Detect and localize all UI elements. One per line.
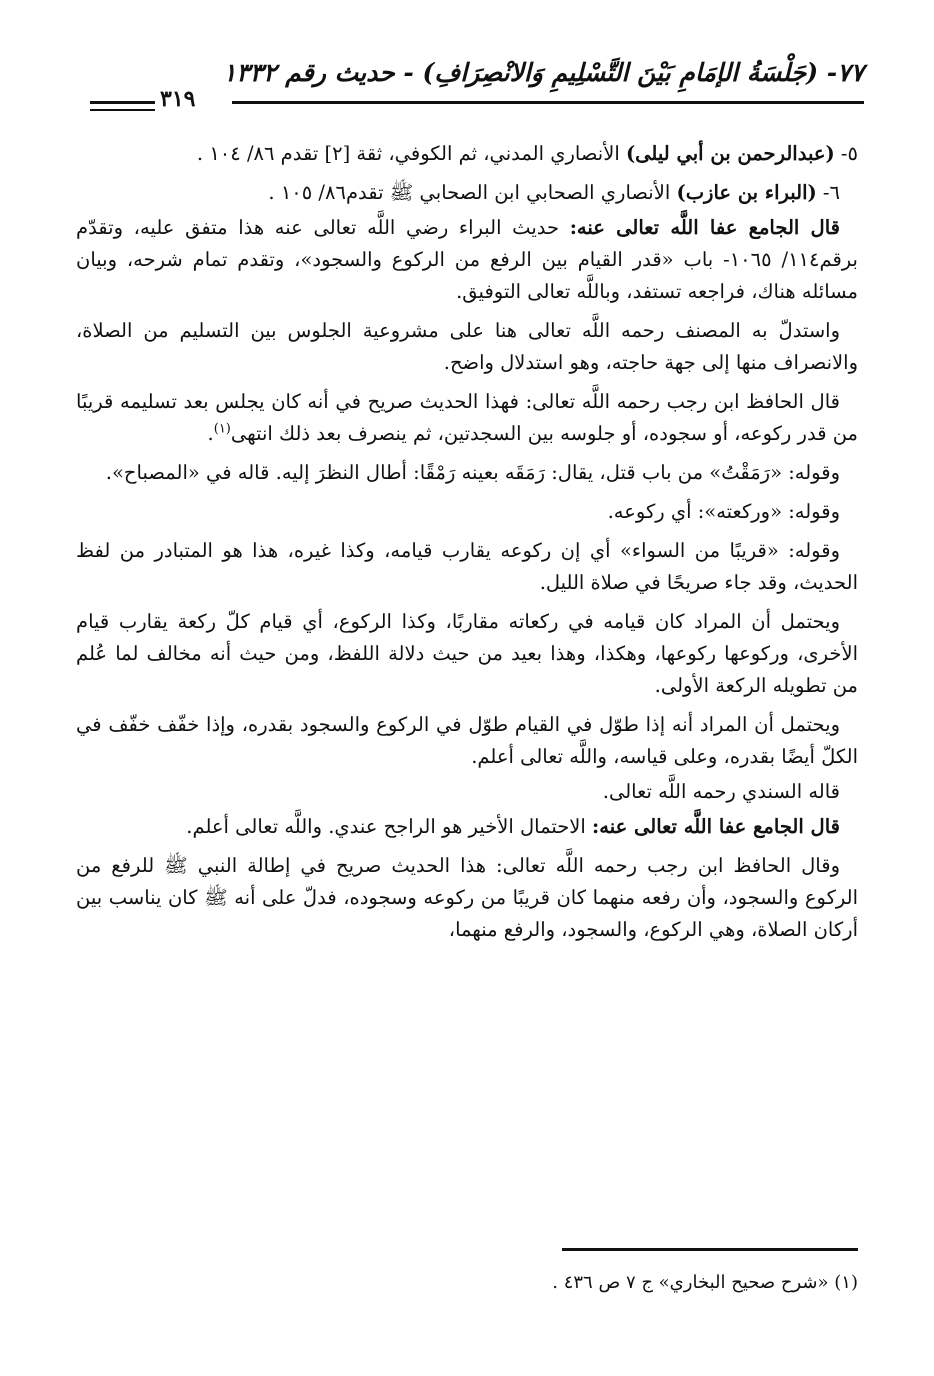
paragraph-tail: . xyxy=(207,422,214,445)
narrator-name: (عبدالرحمن بن أبي ليلى) xyxy=(625,142,835,165)
paragraph-ibn-rajab-2 xyxy=(76,850,858,946)
paragraph-sindi xyxy=(76,776,858,808)
paragraph-text: الاحتمال الأخير هو الراجح عندي. واللَّه تعالى أعلم. xyxy=(186,815,593,838)
compiler-lead: قال الجامع عفا اللَّه تعالى عنه: xyxy=(569,216,840,239)
footnote-mark: (١) xyxy=(834,1272,858,1293)
paragraph-narrator-6 xyxy=(76,177,858,209)
paragraph-ramaqtu xyxy=(76,457,858,489)
paragraph-narrator-5 xyxy=(76,138,858,170)
item-number: ٦- xyxy=(816,181,840,204)
running-head-title: ٧٧- (جَلْسَةُ الإمَامِ بَيْنَ التَّسْلِيمِ وَالانْصِرَافِ) - حديث رقم ١٣٣٢ xyxy=(222,58,864,87)
page-number: ٣١٩ xyxy=(160,86,196,112)
footnote-1 xyxy=(552,1272,858,1293)
item-number: ٥- xyxy=(834,142,858,165)
paragraph-text: وقوله: «قريبًا من السواء» أي إن ركوعه يقارب قيامه، وكذا غيره، هذا هو المتبادر من لفظ الحديث، وقد جاء صريحًا في صلاة الليل. xyxy=(76,539,858,594)
compiler-lead: قال الجامع عفا اللَّه تعالى عنه: xyxy=(592,815,840,838)
paragraph-text: قال الحافظ ابن رجب رحمه اللَّه تعالى: فهذا الحديث صريح في أنه كان يجلس بعد تسليمه قريبًا من قدر ركوعه، أو سجوده، أو جلوسه بين السجدتين، ثم ينصرف بعد ذلك انتهى xyxy=(76,390,858,445)
paragraph-text: وقوله: «رَمَقْتُ» من باب قتل، يقال: رَمَقَه بعينه رَمْقًا: أطال النظرَ إليه. قاله في «المصباح». xyxy=(105,461,840,484)
paragraph-text: قاله السندي رحمه اللَّه تعالى. xyxy=(602,780,840,803)
footnote-text: «شرح صحيح البخاري» ج ٧ ص ٤٣٦ . xyxy=(552,1272,835,1293)
paragraph-ibn-rajab-quote xyxy=(76,386,858,450)
header-rule-short-top xyxy=(90,101,155,104)
paragraph-qariban xyxy=(76,535,858,599)
paragraph-text: ويحتمل أن المراد أنه إذا طوّل في القيام طوّل في الركوع والسجود بقدره، وإذا خفّف خفّف في الكلّ أيضًا بقدره، وعلى قياسه، واللَّه تعالى أعلم. xyxy=(76,713,858,768)
paragraph-rakatuhu xyxy=(76,496,858,528)
header-rule-short-bottom xyxy=(90,109,155,111)
paragraph-text: الأنصاري المدني، ثم الكوفي، ثقة [٢] تقدم ٨٦/ ١٠٤ . xyxy=(196,142,626,165)
paragraph-text: حديث البراء رضي اللَّه تعالى عنه هذا متفق عليه، وتقدّم برقم١١٤/ ١٠٦٥- باب «قدر القيام بين الرفع من الركوع والسجود»، وتقدم تمام شرحه، وبيان مسائله هناك، فراجعه تستفد، وباللَّه تعالى التوفيق. xyxy=(76,216,858,303)
narrator-name: (البراء بن عازب) xyxy=(676,181,817,204)
paragraph-text: الأنصاري الصحابي ابن الصحابي ﷺ تقدم٨٦/ ١٠٥ . xyxy=(268,181,677,204)
paragraph-text: ويحتمل أن المراد كان قيامه في ركعاته مقاربًا، وكذا الركوع، أي قيام كلّ ركعة يقارب قيام الأخرى، وركوعها ركوعها، وهكذا، وهذا بعيد من حيث دلالة اللفظ، ومن حيث أنه مخالف لما عُلم من تطويله الركعة الأولى. xyxy=(76,610,858,697)
paragraph-possibility-2 xyxy=(76,709,858,773)
footnote-reference[interactable]: (١) xyxy=(213,421,231,437)
paragraph-compiler-conclusion xyxy=(76,811,858,843)
paragraph-text: وقال الحافظ ابن رجب رحمه اللَّه تعالى: هذا الحديث صريح في إطالة النبي ﷺ للرفع من الركوع والسجود، وأن رفعه منهما كان قريبًا من ركوعه وسجوده، فدلّ على أنه ﷺ كان يناسب بين أركان الصلاة، وهي الركوع، والسجود، والرفع منهما، xyxy=(76,854,858,941)
paragraph-text: واستدلّ به المصنف رحمه اللَّه تعالى هنا على مشروعية الجلوس بين التسليم من الصلاة، والانصراف منها إلى جهة حاجته، وهو استدلال واضح. xyxy=(76,319,858,374)
footnote-rule xyxy=(562,1248,858,1251)
paragraph-text: وقوله: «وركعته»: أي ركوعه. xyxy=(607,500,840,523)
paragraph-compiler-note xyxy=(76,212,858,308)
body-text xyxy=(76,138,858,946)
paragraph-inference xyxy=(76,315,858,379)
header-rule xyxy=(232,101,864,104)
paragraph-possibility-1 xyxy=(76,606,858,702)
